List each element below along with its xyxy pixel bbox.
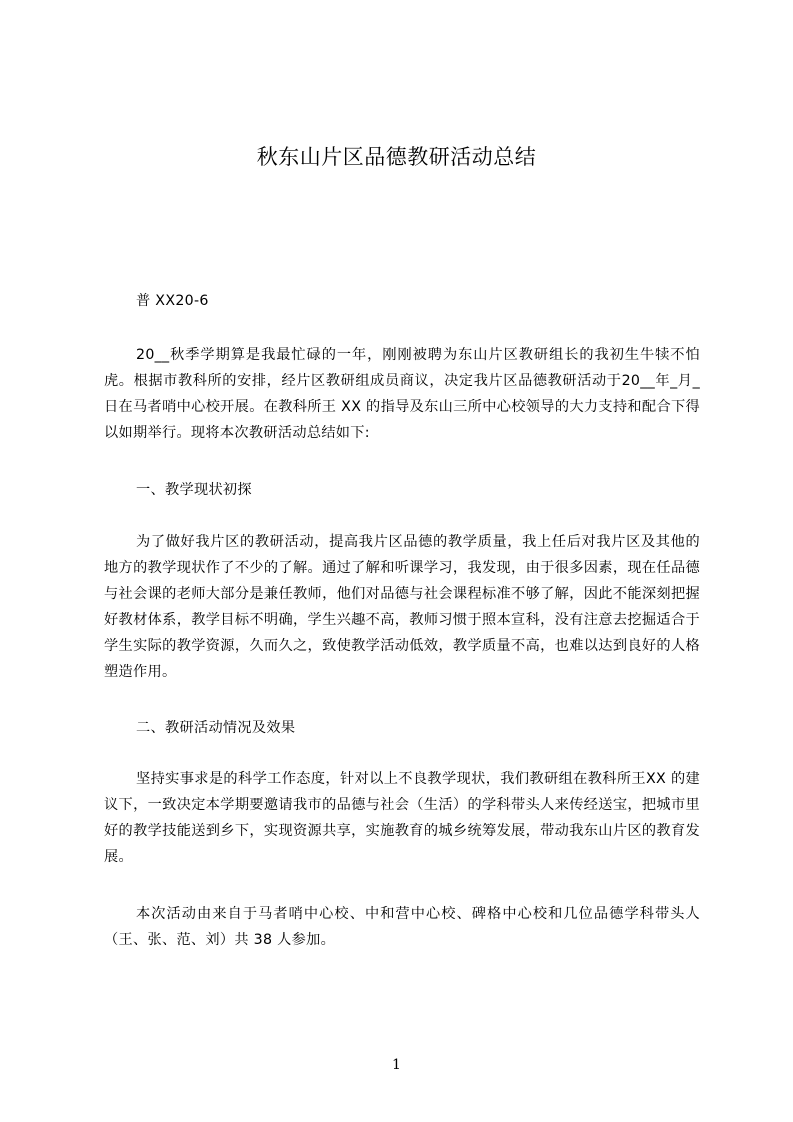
section-1-paragraph: 为了做好我片区的教研活动，提高我片区品德的教学质量，我上任后对我片区及其他的地方的教学现状作了不少的了解。通过了解和听课学习，我发现，由于很多因素，现在任品德与社会课的老师大部分是兼任教师，他们对品德与社会课程标准不够了解，因此不能深刻把握好教材体系，教学目标不明确，学生兴趣不高，教师习惯于照本宣科，没有注意去挖掘适合于学生实际的教学资源，久而久之，致使教学活动低效，教学质量不高，也难以达到良好的人格塑造作用。 — [104, 534, 700, 680]
document-title: 秋东山片区品德教研活动总结 — [256, 145, 537, 169]
intro-paragraph: 20__秋季学期算是我最忙碌的一年，刚刚被聘为东山片区教研组长的我初生牛犊不怕虎。根据市教科所的安排，经片区教研组成员商议，决定我片区品德教研活动于20__年_月_日在马者哨中心校开展。在教科所王 XX 的指导及东山三所中心校领导的大力支持和配合下得以如期举行。现将本次教研活动总结如下: — [104, 347, 700, 441]
section-2-paragraph-2: 本次活动由来自于马者哨中心校、中和营中心校、碑格中心校和几位品德学科带头人（王、张、范、刘）共 38 人参加。 — [104, 906, 700, 948]
document-reference: 普 XX20-6 — [136, 293, 209, 309]
section-heading-2: 二、教研活动情况及效果 — [136, 720, 296, 736]
section-2-paragraph-1: 坚持实事求是的科学工作态度，针对以上不良教学现状，我们教研组在教科所王XX 的建议下，一致决定本学期要邀请我市的品德与社会（生活）的学科带头人来传经送宝，把城市里好的教学技能送到乡下，实现资源共享，实施教育的城乡统筹发展，带动我东山片区的教育发展。 — [104, 771, 700, 865]
section-heading-1: 一、教学现状初探 — [136, 482, 252, 498]
page-number: 1 — [392, 1057, 401, 1073]
